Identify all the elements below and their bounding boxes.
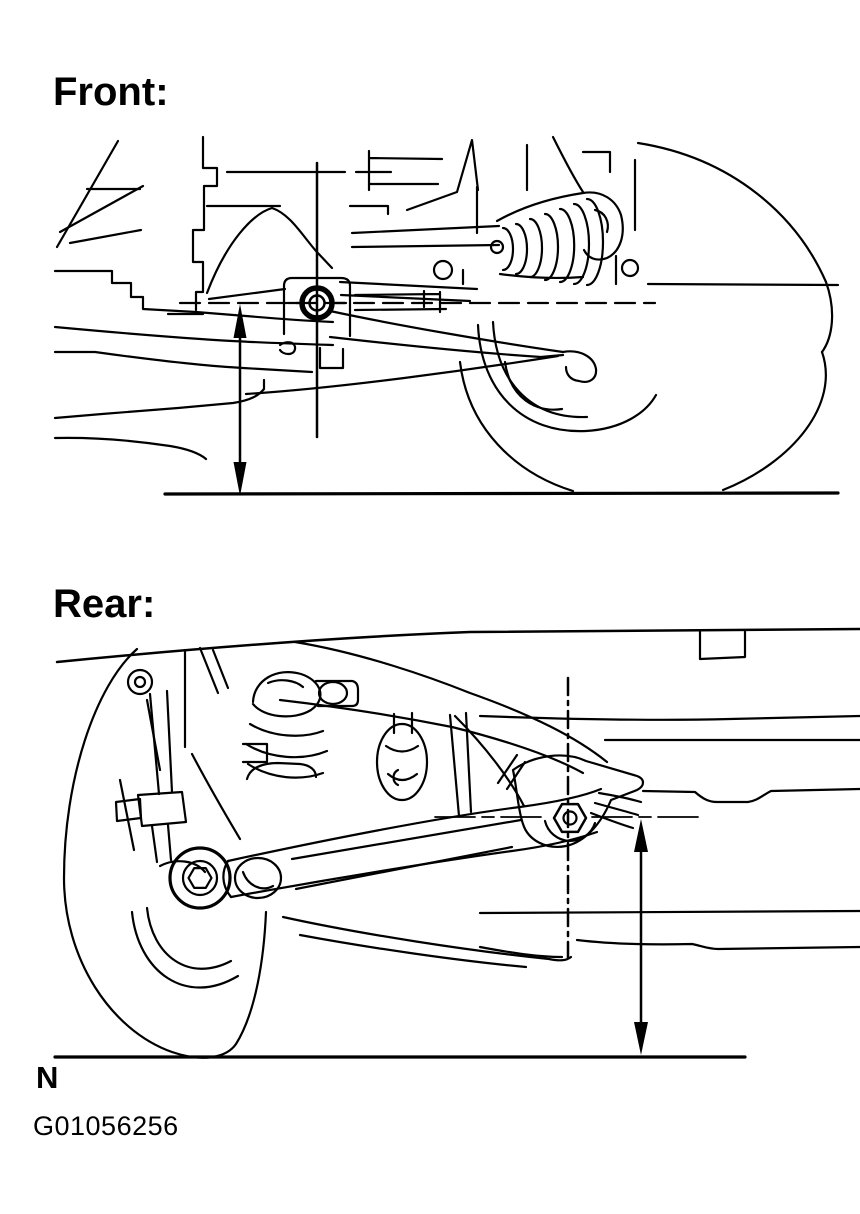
- rear-upper-arm: [280, 642, 607, 806]
- rear-trailing-arm: [170, 789, 601, 967]
- note-label: N: [36, 1060, 59, 1095]
- rear-section-label: Rear:: [53, 582, 156, 626]
- rear-height-arrow-icon: [634, 819, 648, 1055]
- front-ground-line: [165, 493, 838, 494]
- front-body-lines: [55, 137, 558, 459]
- front-steering-rack: [340, 261, 477, 312]
- front-centerline: [180, 163, 655, 437]
- front-cv-boot: [491, 192, 623, 285]
- rear-wheel: [64, 649, 266, 1058]
- rear-drawing: [55, 629, 860, 1058]
- rear-bolt-target-icon: [545, 804, 595, 841]
- front-drawing: [55, 137, 838, 496]
- front-section-label: Front:: [53, 70, 169, 114]
- figure-id-label: G01056256: [33, 1111, 179, 1141]
- front-wheel: [460, 143, 838, 491]
